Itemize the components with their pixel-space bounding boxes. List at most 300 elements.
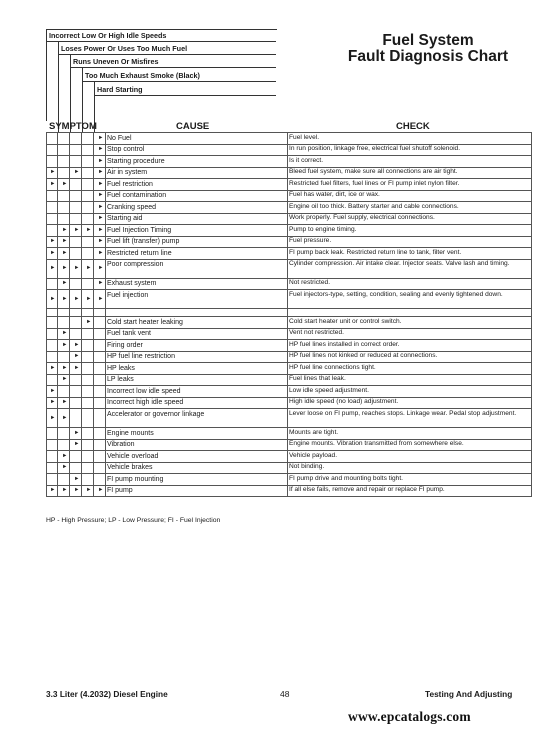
cell-border xyxy=(287,328,288,340)
symptom-mark: ► xyxy=(62,280,68,287)
cell-border xyxy=(57,289,58,308)
cell-border xyxy=(46,397,47,409)
cell-border xyxy=(93,247,94,259)
cell-border xyxy=(93,308,94,316)
cell-border xyxy=(93,485,94,497)
cell-border xyxy=(69,427,70,439)
table-row xyxy=(46,439,532,451)
cell-border xyxy=(287,450,288,462)
cause-cell: FI pump mounting xyxy=(107,475,164,483)
cell-border xyxy=(81,408,82,427)
symptom-mark: ► xyxy=(86,318,92,325)
symptom-mark: ► xyxy=(50,180,56,187)
cell-border xyxy=(93,385,94,397)
cell-border xyxy=(93,190,94,202)
cause-cell: Fuel lift (transfer) pump xyxy=(107,238,180,245)
cell-border xyxy=(531,190,532,202)
table-row xyxy=(46,132,532,144)
symptom-mark: ► xyxy=(62,452,68,459)
check-cell: HP fuel line connections tight. xyxy=(289,363,376,371)
check-cell: Bleed fuel system, make sure all connections are air tight. xyxy=(289,168,458,175)
cell-border xyxy=(287,144,288,156)
table-row xyxy=(46,213,532,225)
cause-cell: HP fuel line restriction xyxy=(107,353,175,360)
symptom-mark: ► xyxy=(98,203,104,210)
cell-border xyxy=(105,362,106,374)
table-row xyxy=(46,178,532,190)
cell-border xyxy=(105,408,106,427)
check-cell: Low idle speed adjustment. xyxy=(289,386,369,394)
cause-cell: Incorrect low idle speed xyxy=(107,387,181,395)
table-row xyxy=(46,155,532,167)
symptom-mark: ► xyxy=(62,464,68,471)
table-spacer-row xyxy=(46,308,532,316)
cell-border xyxy=(69,316,70,328)
cell-border xyxy=(531,259,532,278)
cell-border xyxy=(105,427,106,439)
check-cell: Fuel pressure. xyxy=(289,237,332,244)
cell-border xyxy=(105,328,106,340)
table-row xyxy=(46,362,532,374)
cell-border xyxy=(531,178,532,190)
cell-border xyxy=(105,178,106,190)
cell-border xyxy=(46,213,47,225)
cell-border xyxy=(57,213,58,225)
cell-border xyxy=(46,462,47,474)
symptom-mark: ► xyxy=(74,353,80,360)
symptom-mark: ► xyxy=(98,146,104,153)
cell-border xyxy=(287,201,288,213)
cell-border xyxy=(69,473,70,485)
check-cell: Not restricted. xyxy=(289,279,331,286)
cell-border xyxy=(81,316,82,328)
cell-border xyxy=(105,236,106,248)
symptom-mark: ► xyxy=(74,169,80,176)
cell-border xyxy=(93,316,94,328)
cell-border xyxy=(46,167,47,179)
cell-border xyxy=(287,190,288,202)
cell-border xyxy=(81,473,82,485)
check-cell: Fuel has water, dirt, ice or wax. xyxy=(289,191,380,198)
cell-border xyxy=(531,385,532,397)
cell-border xyxy=(81,201,82,213)
abbreviation-legend: HP - High Pressure; LP - Low Pressure; FI - Fuel Injection xyxy=(46,517,221,524)
check-cell: Fuel lines that leak. xyxy=(289,375,346,382)
cell-border xyxy=(69,247,70,259)
table-row xyxy=(46,224,532,236)
cause-cell: Fuel restriction xyxy=(107,180,153,188)
cell-border xyxy=(93,462,94,474)
cell-border xyxy=(46,374,47,386)
cell-border xyxy=(57,236,58,248)
check-cell: FI pump back leak. Restricted return line to tank, filter vent. xyxy=(289,248,462,256)
symptom-mark: ► xyxy=(98,226,104,233)
cause-cell: Accelerator or governor linkage xyxy=(107,410,205,418)
table-row xyxy=(46,462,532,474)
cell-border xyxy=(69,278,70,290)
cell-border xyxy=(93,473,94,485)
symptom-mark: ► xyxy=(62,341,68,348)
cell-border xyxy=(105,462,106,474)
symptom-mark: ► xyxy=(98,265,104,271)
symptom-mark: ► xyxy=(86,265,92,271)
cell-border xyxy=(57,397,58,409)
table-row xyxy=(46,259,532,278)
cell-border xyxy=(46,339,47,351)
check-cell: Vent not restricted. xyxy=(289,329,344,336)
cause-cell: Cranking speed xyxy=(107,203,157,211)
cell-border xyxy=(69,224,70,236)
check-cell: Restricted fuel filters, fuel lines or FI pump inlet nylon filter. xyxy=(289,179,460,187)
symptom-mark: ► xyxy=(74,265,80,271)
cell-border xyxy=(57,308,58,316)
cell-border xyxy=(93,374,94,386)
cell-border xyxy=(46,316,47,328)
cell-border xyxy=(81,427,82,439)
cell-border xyxy=(287,397,288,409)
cell-border xyxy=(69,167,70,179)
cell-border xyxy=(57,408,58,427)
cell-border xyxy=(46,473,47,485)
cell-border xyxy=(531,462,532,474)
cell-border xyxy=(93,213,94,225)
cell-border xyxy=(81,462,82,474)
symptom-mark: ► xyxy=(74,429,80,436)
table-row xyxy=(46,236,532,248)
symptom-mark: ► xyxy=(50,249,56,256)
cause-cell: Engine mounts xyxy=(107,429,154,437)
cell-border xyxy=(69,351,70,363)
cell-border xyxy=(46,485,47,497)
check-column-header: CHECK xyxy=(396,121,430,132)
cell-border xyxy=(69,178,70,190)
symptom-mark: ► xyxy=(62,265,68,271)
cell-border xyxy=(287,247,288,259)
cell-border xyxy=(81,450,82,462)
cell-border xyxy=(46,132,47,144)
cell-border xyxy=(69,385,70,397)
cell-border xyxy=(69,144,70,156)
table-row xyxy=(46,427,532,439)
symptom-mark: ► xyxy=(62,487,68,494)
cell-border xyxy=(287,339,288,351)
cause-cell: Fuel Injection Timing xyxy=(107,226,172,234)
cell-border xyxy=(69,190,70,202)
table-row xyxy=(46,473,532,485)
cell-border xyxy=(287,385,288,397)
cell-border xyxy=(81,259,82,278)
table-row xyxy=(46,144,532,156)
cell-border xyxy=(46,259,47,278)
cell-border xyxy=(57,155,58,167)
cell-border xyxy=(81,397,82,409)
cell-border xyxy=(287,473,288,485)
cause-cell: Restricted return line xyxy=(107,249,172,257)
cell-border xyxy=(69,462,70,474)
symptom-mark: ► xyxy=(98,180,104,187)
symptom-mark: ► xyxy=(50,487,56,494)
symptom-divider xyxy=(94,95,276,96)
table-row xyxy=(46,289,532,308)
cell-border xyxy=(69,485,70,497)
cell-border xyxy=(105,224,106,236)
cause-cell: Air in system xyxy=(107,169,148,176)
cell-border xyxy=(46,308,47,316)
symptom-mark: ► xyxy=(62,249,68,256)
cell-border xyxy=(93,362,94,374)
cell-border xyxy=(287,308,288,316)
symptom-mark: ► xyxy=(98,280,104,287)
symptom-mark: ► xyxy=(62,364,68,371)
cell-border xyxy=(531,155,532,167)
cell-border xyxy=(287,351,288,363)
cell-border xyxy=(93,167,94,179)
cell-border xyxy=(287,167,288,179)
check-cell: Fuel level. xyxy=(289,133,320,141)
cell-border xyxy=(46,224,47,236)
cell-border xyxy=(531,473,532,485)
chart-title-line2: Fault Diagnosis Chart xyxy=(347,48,509,65)
cell-border xyxy=(93,328,94,340)
cell-border xyxy=(46,144,47,156)
cell-border xyxy=(81,213,82,225)
cell-border xyxy=(46,178,47,190)
table-row xyxy=(46,408,532,427)
cell-border xyxy=(57,224,58,236)
cell-border xyxy=(287,374,288,386)
symptom-mark: ► xyxy=(98,487,104,494)
cell-border xyxy=(531,485,532,497)
cell-border xyxy=(46,385,47,397)
cell-border xyxy=(57,167,58,179)
cell-border xyxy=(531,427,532,439)
cell-border xyxy=(105,316,106,328)
cell-border xyxy=(287,462,288,474)
cell-border xyxy=(93,351,94,363)
symptom-mark: ► xyxy=(50,169,56,176)
cell-border xyxy=(57,190,58,202)
cell-border xyxy=(46,427,47,439)
cell-border xyxy=(93,236,94,248)
cell-border xyxy=(46,439,47,451)
cell-border xyxy=(81,308,82,316)
cell-border xyxy=(531,201,532,213)
footer-section-title: Testing And Adjusting xyxy=(425,689,513,699)
table-row xyxy=(46,385,532,397)
symptom-mark: ► xyxy=(74,341,80,348)
table-row xyxy=(46,374,532,386)
cell-border xyxy=(69,155,70,167)
cell-border xyxy=(287,362,288,374)
diagnosis-table xyxy=(46,132,532,496)
cell-border xyxy=(93,259,94,278)
check-cell: High idle speed (no load) adjustment. xyxy=(289,398,399,405)
cell-border xyxy=(81,236,82,248)
symptom-mark: ► xyxy=(62,238,68,245)
table-row xyxy=(46,190,532,202)
cell-border xyxy=(81,144,82,156)
cell-border xyxy=(46,236,47,248)
cell-border xyxy=(531,213,532,225)
cell-border xyxy=(93,155,94,167)
cell-border xyxy=(531,236,532,248)
cell-border xyxy=(93,450,94,462)
cell-border xyxy=(105,278,106,290)
cell-border xyxy=(57,201,58,213)
cell-border xyxy=(287,236,288,248)
cell-border xyxy=(531,328,532,340)
cell-border xyxy=(57,132,58,144)
cell-border xyxy=(81,224,82,236)
cell-border xyxy=(105,473,106,485)
check-cell: FI pump drive and mounting bolts tight. xyxy=(289,474,403,482)
cell-border xyxy=(105,144,106,156)
cell-border xyxy=(81,362,82,374)
cell-border xyxy=(69,236,70,248)
cause-column-header: CAUSE xyxy=(176,121,210,132)
symptom-mark: ► xyxy=(50,238,56,245)
symptom-mark: ► xyxy=(98,238,104,245)
cell-border xyxy=(81,328,82,340)
symptom-mark: ► xyxy=(98,157,104,164)
cell-border xyxy=(46,289,47,308)
check-cell: Cylinder compression. Air intake clear. Injector seats. Valve lash and timing. xyxy=(289,260,510,267)
cause-cell: LP leaks xyxy=(107,376,134,383)
symptom-label: Loses Power Or Uses Too Much Fuel xyxy=(61,44,188,53)
chart-title-line1: Fuel System xyxy=(382,32,474,49)
cell-border xyxy=(57,462,58,474)
cell-border xyxy=(46,201,47,213)
cause-cell: Vehicle brakes xyxy=(107,464,153,471)
cell-border xyxy=(531,339,532,351)
check-cell: Fuel injectors-type, setting, condition, sealing and evenly tightened down. xyxy=(289,290,503,298)
cell-border xyxy=(105,439,106,451)
cell-border xyxy=(57,385,58,397)
page-number: 48 xyxy=(280,689,290,699)
check-cell: Pump to engine timing. xyxy=(289,225,357,233)
cell-border xyxy=(46,247,47,259)
symptom-mark: ► xyxy=(86,295,92,302)
cell-border xyxy=(57,427,58,439)
symptom-label: Runs Uneven Or Misfires xyxy=(73,57,159,66)
cause-cell: Fuel contamination xyxy=(107,192,167,199)
cell-border xyxy=(105,397,106,409)
symptom-mark: ► xyxy=(62,295,68,302)
symptom-mark: ► xyxy=(74,295,80,302)
cell-border xyxy=(57,316,58,328)
cell-border xyxy=(57,144,58,156)
cell-border xyxy=(46,408,47,427)
cell-border xyxy=(81,167,82,179)
symptom-mark: ► xyxy=(98,192,104,199)
cell-border xyxy=(69,408,70,427)
check-cell: Work properly. Fuel supply, electrical connections. xyxy=(289,214,435,221)
cell-border xyxy=(287,408,288,427)
table-row xyxy=(46,485,532,497)
cell-border xyxy=(81,351,82,363)
cell-border xyxy=(531,397,532,409)
cell-border xyxy=(93,278,94,290)
cell-border xyxy=(46,190,47,202)
cell-border xyxy=(46,155,47,167)
cell-border xyxy=(57,374,58,386)
check-cell: Cold start heater unit or control switch. xyxy=(289,317,402,325)
symptom-mark: ► xyxy=(50,295,56,302)
symptom-column-header: SYMPTOM xyxy=(49,121,97,132)
cause-cell: Starting procedure xyxy=(107,157,165,165)
cause-cell: Vehicle overload xyxy=(107,452,159,460)
cell-border xyxy=(531,362,532,374)
check-cell: Engine mounts. Vibration transmitted from somewhere else. xyxy=(289,440,464,447)
symptom-mark: ► xyxy=(62,376,68,383)
cell-border xyxy=(81,374,82,386)
cell-border xyxy=(69,289,70,308)
cell-border xyxy=(69,132,70,144)
cell-border xyxy=(531,247,532,259)
cell-border xyxy=(531,374,532,386)
cell-border xyxy=(81,289,82,308)
cell-border xyxy=(287,178,288,190)
symptom-label: Incorrect Low Or High Idle Speeds xyxy=(49,31,167,40)
cell-border xyxy=(69,362,70,374)
cell-border xyxy=(531,278,532,290)
symptom-column-line xyxy=(58,41,59,132)
cause-cell: Poor compression xyxy=(107,261,164,268)
cell-border xyxy=(287,259,288,278)
symptom-mark: ► xyxy=(98,249,104,256)
cell-border xyxy=(93,427,94,439)
cell-border xyxy=(57,473,58,485)
table-row xyxy=(46,339,532,351)
cell-border xyxy=(105,339,106,351)
cell-border xyxy=(81,339,82,351)
cell-border xyxy=(81,132,82,144)
cause-cell: Stop control xyxy=(107,146,145,153)
symptom-label: Hard Starting xyxy=(97,85,143,94)
cell-border xyxy=(105,190,106,202)
cause-cell: Firing order xyxy=(107,341,143,349)
table-row xyxy=(46,278,532,290)
symptom-mark: ► xyxy=(50,399,56,406)
cause-cell: Vibration xyxy=(107,441,135,448)
cell-border xyxy=(81,247,82,259)
cell-border xyxy=(57,278,58,290)
check-cell: Lever loose on FI pump, reaches stops. Linkage wear. Pedal stop adjustment. xyxy=(289,409,517,417)
cell-border xyxy=(105,289,106,308)
symptom-divider xyxy=(58,54,276,55)
cell-border xyxy=(57,328,58,340)
symptom-mark: ► xyxy=(74,226,80,233)
cell-border xyxy=(287,278,288,290)
symptom-mark: ► xyxy=(74,441,80,448)
symptom-mark: ► xyxy=(62,330,68,337)
cell-border xyxy=(105,450,106,462)
cell-border xyxy=(105,351,106,363)
symptom-mark: ► xyxy=(98,169,104,176)
symptom-mark: ► xyxy=(50,364,56,371)
cell-border xyxy=(287,289,288,308)
symptom-mark: ► xyxy=(74,364,80,371)
symptom-mark: ► xyxy=(86,487,92,494)
check-cell: Is it correct. xyxy=(289,156,324,164)
cell-border xyxy=(105,259,106,278)
cause-cell: Fuel injection xyxy=(107,291,149,299)
cause-cell: Cold start heater leaking xyxy=(107,318,183,326)
cause-cell: FI pump xyxy=(107,487,133,494)
check-cell: Engine oil too thick. Battery starter and cable connections. xyxy=(289,202,459,210)
check-cell: Vehicle payload. xyxy=(289,451,338,459)
cell-border xyxy=(57,485,58,497)
